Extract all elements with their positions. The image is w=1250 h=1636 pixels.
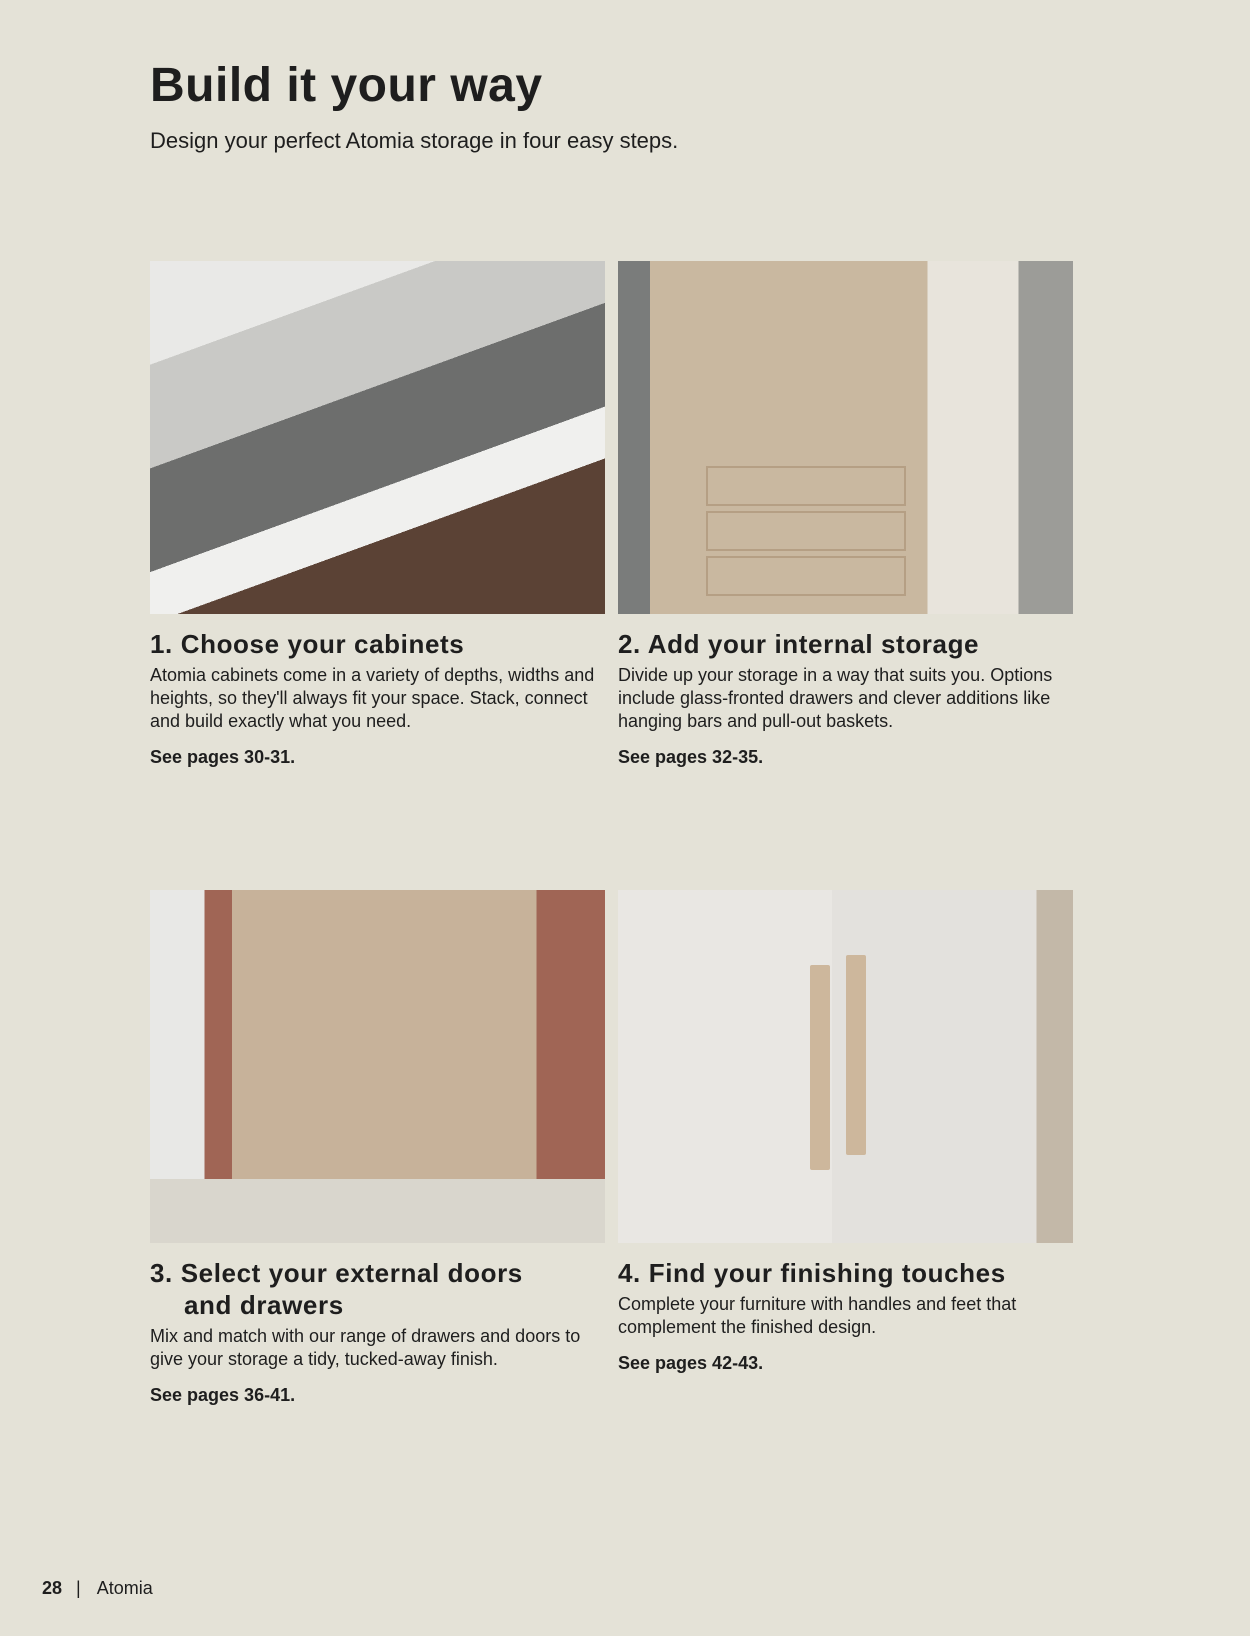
footer-section: Atomia	[96, 1578, 153, 1598]
step-heading: 3. Select your external doors and drawers	[150, 1258, 523, 1320]
see-pages: See pages 36-41.	[150, 1385, 296, 1405]
step-heading: 4. Find your finishing touches	[618, 1258, 1006, 1288]
handles-photo	[618, 890, 1073, 1243]
step-body: Atomia cabinets come in a variety of depths, widths and heights, so they'll always fit your space. Stack, connect and build exactly what you need.	[150, 665, 595, 731]
step-3	[150, 890, 605, 1407]
see-pages: See pages 30-31.	[150, 747, 296, 767]
step-body: Complete your furniture with handles and feet that complement the finished design.	[618, 1294, 1017, 1337]
see-pages: See pages 42-43.	[618, 1353, 764, 1373]
cabinets-photo	[150, 261, 605, 614]
see-pages: See pages 32-35.	[618, 747, 764, 767]
step-4	[618, 890, 1073, 1375]
step-2	[618, 261, 1073, 769]
step-heading: 2. Add your internal storage	[618, 629, 980, 659]
footer-separator: |	[76, 1578, 81, 1598]
page-footer	[42, 1578, 153, 1599]
page-title: Build it your way	[150, 59, 543, 112]
internal-storage-photo	[618, 261, 1073, 614]
page-number: 28	[42, 1578, 63, 1598]
step-heading: 1. Choose your cabinets	[150, 629, 465, 659]
step-1	[150, 261, 605, 769]
step-body: Divide up your storage in a way that suits you. Options include glass-fronted drawers and clever additions like hanging bars and pull-out baskets.	[618, 665, 1053, 731]
page-subtitle: Design your perfect Atomia storage in four easy steps.	[150, 128, 679, 153]
step-body: Mix and match with our range of drawers and doors to give your storage a tidy, tucked-away finish.	[150, 1326, 581, 1369]
doors-drawers-photo	[150, 890, 605, 1243]
